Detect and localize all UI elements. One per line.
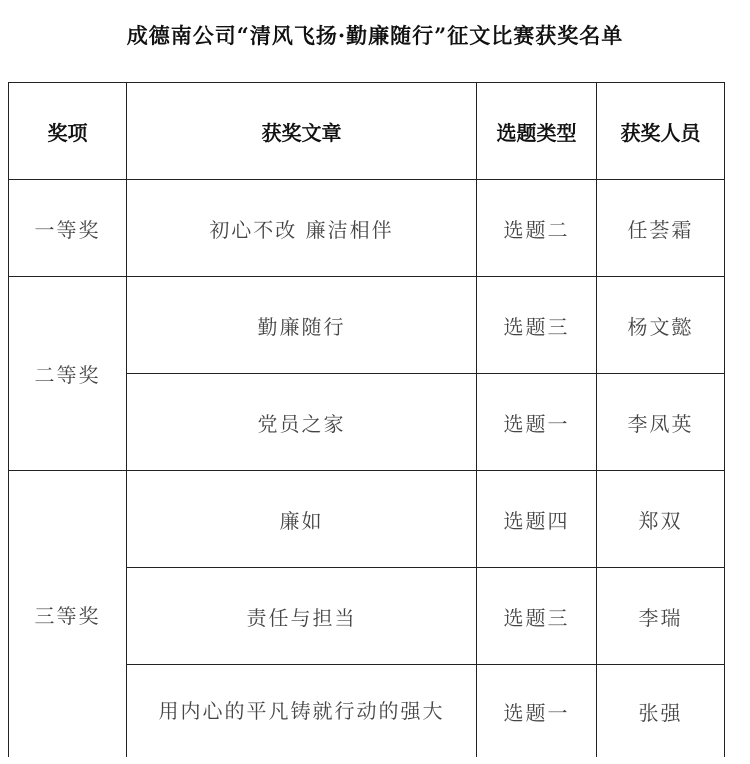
award-level-third: 三等奖 <box>9 471 127 758</box>
table-row <box>9 471 725 568</box>
article-title: 初心不改 廉洁相伴 <box>127 180 477 277</box>
article-title: 责任与担当 <box>127 568 477 665</box>
awards-table <box>8 82 725 757</box>
topic-type: 选题三 <box>477 568 597 665</box>
topic-type: 选题三 <box>477 277 597 374</box>
article-title: 用内心的平凡铸就行动的强大 <box>158 699 445 723</box>
winner-name: 张强 <box>597 665 725 758</box>
table-row <box>9 180 725 277</box>
article-title: 勤廉随行 <box>127 277 477 374</box>
header-topic: 选题类型 <box>477 83 597 180</box>
winner-name: 李瑞 <box>597 568 725 665</box>
header-article: 获奖文章 <box>127 83 477 180</box>
award-level-second: 二等奖 <box>9 277 127 471</box>
topic-type: 选题一 <box>477 374 597 471</box>
table-row <box>9 277 725 374</box>
article-title-cell <box>127 665 477 758</box>
header-award: 奖项 <box>9 83 127 180</box>
article-title: 廉如 <box>127 471 477 568</box>
winner-name: 郑双 <box>597 471 725 568</box>
topic-type: 选题一 <box>477 665 597 758</box>
topic-type: 选题四 <box>477 471 597 568</box>
document-title: 成德南公司“清风飞扬·勤廉随行”征文比赛获奖名单 <box>126 23 624 48</box>
article-title: 党员之家 <box>127 374 477 471</box>
header-winner: 获奖人员 <box>597 83 725 180</box>
winner-name: 任荟霜 <box>597 180 725 277</box>
winner-name: 杨文懿 <box>597 277 725 374</box>
award-level-first: 一等奖 <box>9 180 127 277</box>
topic-type: 选题二 <box>477 180 597 277</box>
table-header-row <box>9 83 725 180</box>
winner-name: 李凤英 <box>597 374 725 471</box>
